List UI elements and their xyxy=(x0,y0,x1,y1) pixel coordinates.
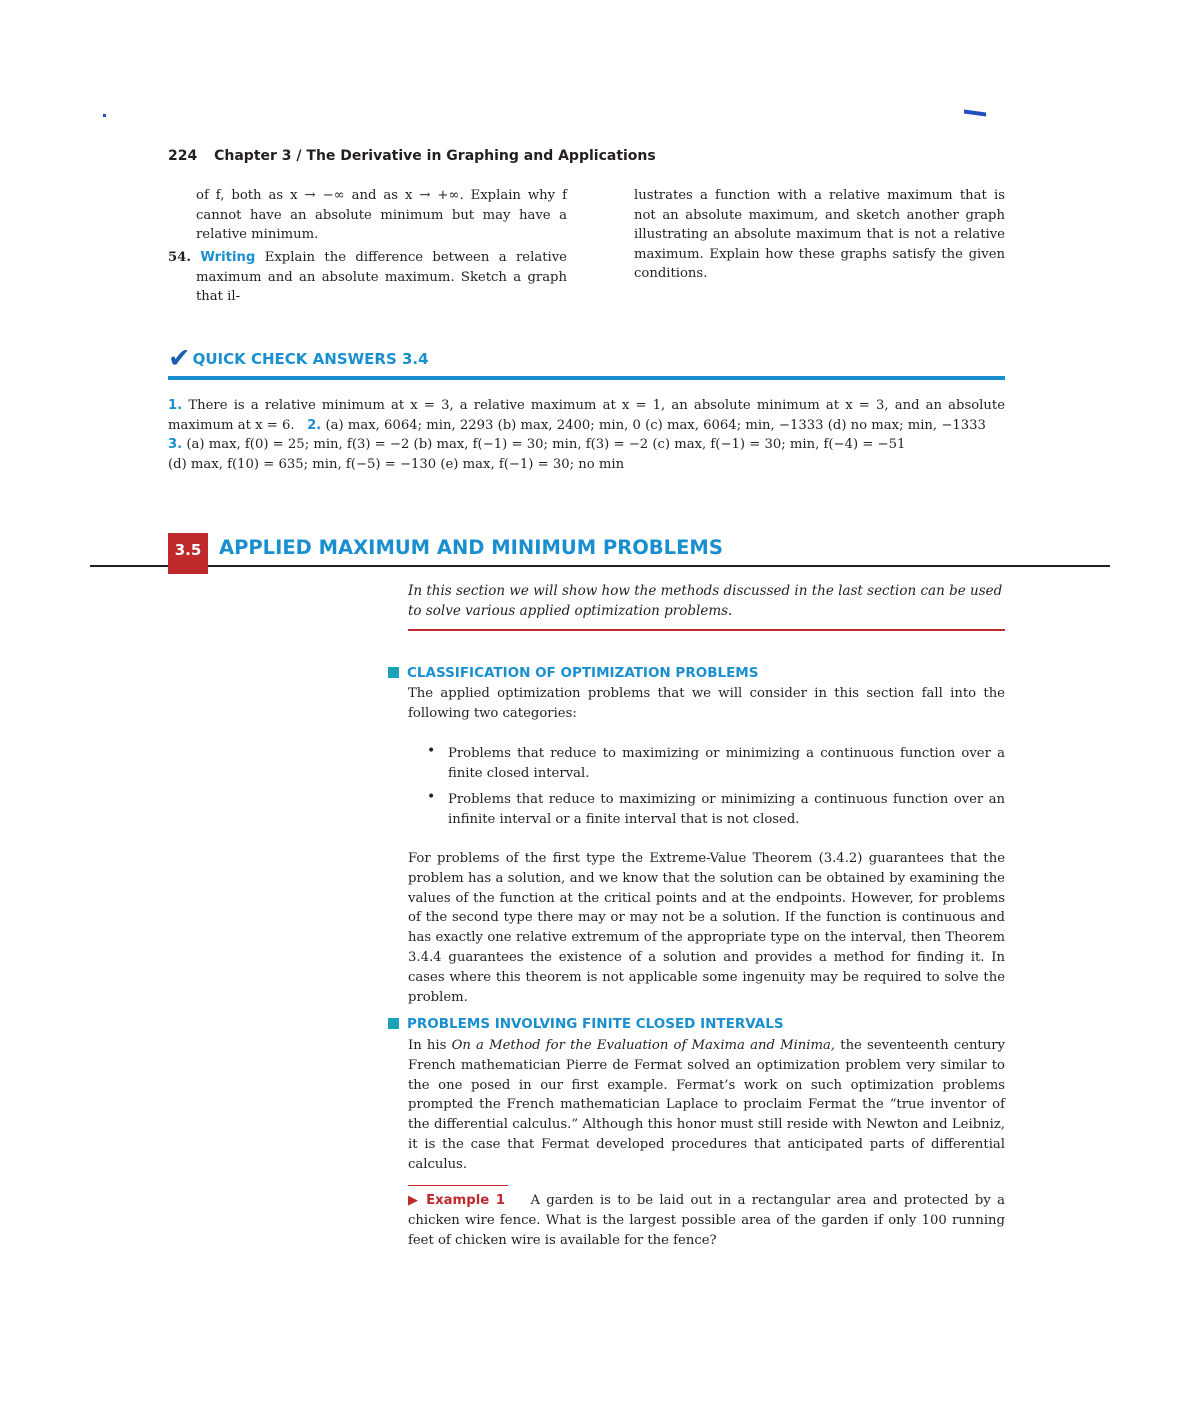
quick-check-title: QUICK CHECK ANSWERS 3.4 xyxy=(192,350,429,368)
running-head xyxy=(168,148,656,164)
answer-1: There is a relative minimum at x = 3, a relative maximum at x = 1, an absolute minimum at x = 3, and an absolute maximum at x = 6. xyxy=(168,398,1005,433)
fermat-para-start: In his xyxy=(408,1038,447,1053)
example-1-label: Example 1 xyxy=(426,1193,506,1208)
section-rule xyxy=(90,565,1110,567)
fermat-para-rest: the seventeenth century French mathematician Pierre de Fermat solved an optimization problem very similar to the one posed in our first example. Fermat’s work on such optimization problems prompted the French mathematician Laplace to proclaim Fermat the “true inventor of the differential calculus.” Although this honor must still reside with Newton and Leibniz, it is the case that Fermat developed procedures that anticipated parts of differential calculus. xyxy=(408,1038,1005,1172)
classification-paragraph-text: For problems of the first type the Extreme-Value Theorem (3.4.2) guarantees that the problem has a solution, and we know that the solution can be obtained by examining the values of the function at the critical points and at the endpoints. However, for problems of the second type there may or may not be a solution. If the function is continuous and has exactly one relative extremum of the appropriate type on the interval, then Theorem 3.4.4 guarantees the existence of a solution and provides a method for finding it. In cases where this theorem is not applicable some ingenuity may be required to solve the problem. xyxy=(408,851,1005,1005)
answer-3-line-1: (a) max, f(0) = 25; min, f(3) = −2 (b) max, f(−1) = 30; min, f(3) = −2 (c) max, f(−1) = 30; min, f(−4) = −51 xyxy=(186,437,906,452)
exercise-54-text-left: Explain the difference between a relative maximum and an absolute maximum. Sketch a graph that il- xyxy=(196,250,567,304)
fermat-paragraph xyxy=(408,1036,1005,1175)
quick-check-answers xyxy=(168,396,1005,474)
page-number: 224 xyxy=(168,148,198,164)
example-1-text: A garden is to be laid out in a rectangular area and protected by a chicken wire fence. What is the largest possible area of the garden if only 100 running feet of chicken wire is available for the fence? xyxy=(408,1193,1005,1248)
intro-rule xyxy=(408,629,1005,631)
quick-check-heading xyxy=(168,343,429,374)
fermat-book-title: On a Method for the Evaluation of Maxima and Minima, xyxy=(451,1038,836,1053)
classification-heading-text: CLASSIFICATION OF OPTIMIZATION PROBLEMS xyxy=(407,665,759,681)
section-intro: In this section we will show how the methods discussed in the last section can be used to solve various applied optimization problems. xyxy=(408,583,1003,619)
answer-3-number: 3. xyxy=(168,437,183,452)
heading-square-icon xyxy=(388,667,399,678)
classification-lead-text: The applied optimization problems that we will consider in this section fall into the following two categories: xyxy=(408,686,1005,721)
exercise-54 xyxy=(168,248,567,307)
exercise-54-text-right: lustrates a function with a relative maximum that is not an absolute maximum, and sketch another graph illustrating an absolute maximum that is not a relative maximum. Explain how these graphs satisfy the given conditions. xyxy=(634,188,1005,281)
bullet-dot-2: • xyxy=(427,789,436,805)
classification-lead xyxy=(408,684,1005,724)
finite-closed-heading-text: PROBLEMS INVOLVING FINITE CLOSED INTERVALS xyxy=(407,1016,784,1032)
chapter-title: Chapter 3 / The Derivative in Graphing and Applications xyxy=(214,148,656,164)
heading-square-icon xyxy=(388,1018,399,1029)
exercise-54-number: 54. xyxy=(168,250,191,265)
scan-mark-right xyxy=(964,109,986,116)
example-rule xyxy=(408,1185,508,1186)
section-title: APPLIED MAXIMUM AND MINIMUM PROBLEMS xyxy=(219,536,723,559)
finite-closed-heading xyxy=(388,1016,784,1032)
exercise-53-text: of f, both as x → −∞ and as x → +∞. Explain why f cannot have an absolute minimum but may have a relative minimum. xyxy=(196,188,567,242)
example-1 xyxy=(408,1191,1005,1250)
answer-3-line-2: (d) max, f(10) = 635; min, f(−5) = −130 (e) max, f(−1) = 30; no min xyxy=(168,456,625,472)
checkmark-icon: ✔ xyxy=(168,343,191,374)
quick-check-rule xyxy=(168,376,1005,380)
bullet-dot-1: • xyxy=(427,743,436,759)
answer-1-number: 1. xyxy=(168,398,183,413)
example-triangle-icon: ▶ xyxy=(408,1193,421,1208)
section-number-badge: 3.5 xyxy=(168,533,208,574)
answer-2: (a) max, 6064; min, 2293 (b) max, 2400; min, 0 (c) max, 6064; min, −1333 (d) no max; min, −1333 xyxy=(325,417,986,433)
exercise-54-continued xyxy=(634,186,1005,284)
classification-heading xyxy=(388,665,758,681)
answer-2-number: 2. xyxy=(307,417,322,433)
bullet-2: Problems that reduce to maximizing or minimizing a continuous function over an infinite interval or a finite interval that is not closed. xyxy=(448,792,1005,827)
writing-tag: Writing xyxy=(200,250,256,265)
scan-mark-left xyxy=(103,114,106,117)
exercise-53-tail xyxy=(196,186,567,245)
classification-paragraph xyxy=(408,849,1005,1007)
bullet-1: Problems that reduce to maximizing or minimizing a continuous function over a finite closed interval. xyxy=(448,746,1005,781)
